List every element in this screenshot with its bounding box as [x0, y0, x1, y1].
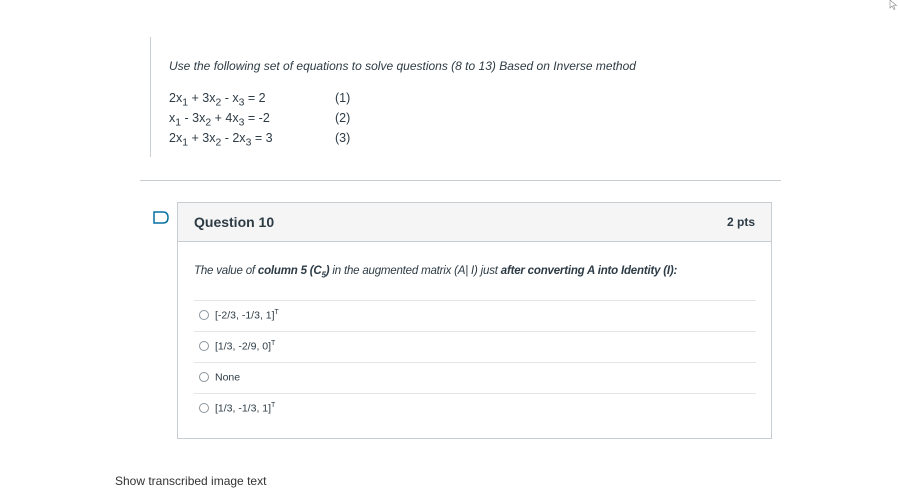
equation-number: (3)	[335, 131, 351, 145]
question-card	[177, 202, 772, 439]
equation-3: $2x_1 + 3x_2 - 2x_3 = 3$ (3)	[169, 131, 351, 149]
answer-label: [1/3, -2/9, 0]$^T$	[215, 340, 276, 353]
equation-1: $2x_1 + 3x_2 - x_3 = 2$ (1)	[169, 91, 351, 109]
answer-option[interactable]	[194, 363, 756, 394]
answer-label: [-2/3, -1/3, 1]$^T$	[215, 309, 279, 322]
question-text: The value of column 5 $(C_5)$ in the augmented matrix (A| I) just after converting A into Identity (I):	[194, 265, 678, 280]
answer-option[interactable]	[194, 332, 756, 363]
radio-button[interactable]	[199, 310, 209, 320]
question-title: Question 10	[194, 214, 275, 230]
intro-text: Use the following set of equations to solve questions (8 to 13) Based on Inverse method	[169, 59, 636, 73]
equation-number: (2)	[335, 111, 351, 125]
answer-option[interactable]	[194, 301, 756, 332]
radio-button[interactable]	[199, 403, 209, 413]
answer-option[interactable]	[194, 394, 756, 424]
question-points: 2 pts	[726, 215, 755, 229]
equation-2: $x_1 - 3x_2 + 4x_3 = -2$ (2)	[169, 111, 351, 129]
flag-icon[interactable]	[153, 211, 169, 224]
equations-block	[150, 37, 711, 157]
answer-label: None	[215, 371, 241, 384]
equation-number: (1)	[335, 91, 351, 105]
answer-label: [1/3, -1/3, 1]$^T$	[215, 402, 276, 415]
show-transcribed-link[interactable]: Show transcribed image text	[115, 474, 267, 488]
section-divider	[140, 180, 781, 181]
answer-list	[194, 300, 756, 424]
cursor-icon	[889, 0, 898, 10]
question-header	[178, 203, 771, 242]
radio-button[interactable]	[199, 372, 209, 382]
radio-button[interactable]	[199, 341, 209, 351]
